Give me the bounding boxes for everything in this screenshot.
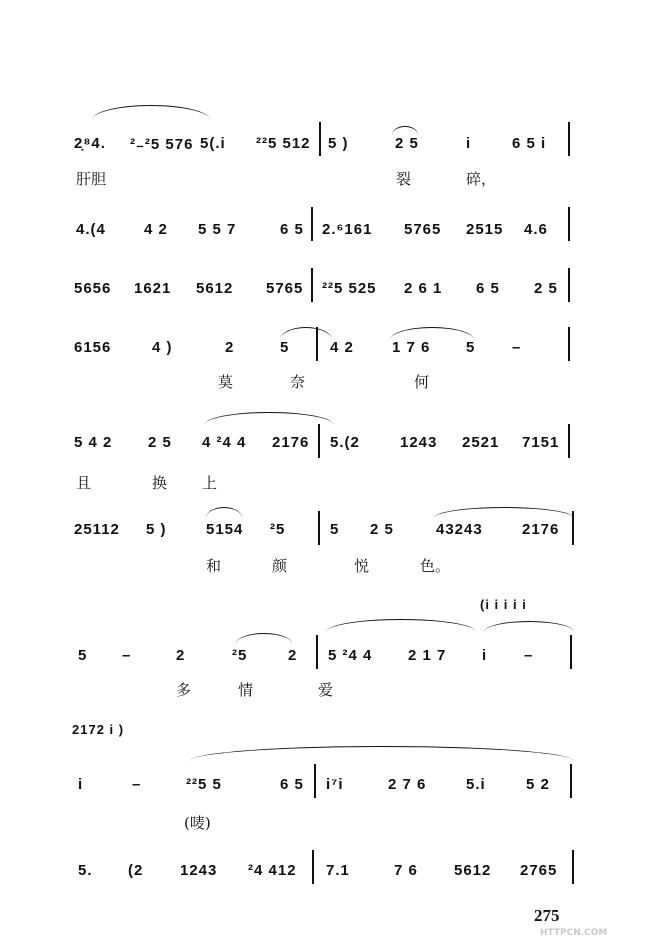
note-group: 5 ²4 4 [328, 647, 373, 664]
bar-line [568, 327, 570, 361]
note-group: 5154 [206, 521, 244, 538]
note-group: 2 6 1 [404, 280, 443, 297]
note-group: 6 5 [280, 221, 304, 238]
lyric: 肝胆 [76, 170, 107, 188]
lyric: 上 [202, 474, 218, 492]
note-group: 4 ²4 4 [202, 434, 247, 451]
note-group: 2 5 [395, 135, 419, 152]
note-group: 5 5 7 [198, 221, 237, 238]
note-group: 2521 [462, 434, 500, 451]
note-group: 4 2 [330, 339, 354, 356]
note-group: 6 5 [476, 280, 500, 297]
lyric: 碎， [466, 170, 497, 188]
note-group: – [524, 647, 534, 664]
note-group: 2176 [522, 521, 560, 538]
bar-line [568, 268, 570, 302]
note-group: i [482, 647, 488, 664]
note-group: ²²5 512 [256, 135, 311, 152]
lyric: 多 [176, 681, 192, 699]
note-group: ²5 [270, 521, 286, 538]
note-group: 6 5 i [512, 135, 547, 152]
note-group: 5612 [454, 862, 492, 879]
bar-line [570, 635, 572, 669]
bar-line [316, 635, 318, 669]
note-group: i [466, 135, 472, 152]
note-group: i⁷i [326, 776, 344, 793]
note-group: 43243 [436, 521, 483, 538]
bar-line [316, 327, 318, 361]
lyric: 且 [76, 474, 92, 492]
bar-line [312, 850, 314, 884]
note-group: 6156 [74, 339, 112, 356]
note-group: 7151 [522, 434, 560, 451]
note-group: ²₋²5 576 [130, 136, 194, 153]
note-group: 2176 [272, 434, 310, 451]
bar-line [311, 207, 313, 241]
lyric: (唛) [184, 814, 211, 832]
bar-line [318, 424, 320, 458]
ossia-notes: 2172 i ) [72, 722, 125, 737]
note-group: i [78, 776, 84, 793]
bar-line [568, 122, 570, 156]
bar-line [311, 268, 313, 302]
note-group: 1243 [400, 434, 438, 451]
note-group: 5765 [404, 221, 442, 238]
note-group: 5 [280, 339, 290, 356]
note-group: (2 [128, 862, 144, 879]
note-group: 2.⁶161 [322, 221, 373, 238]
bar-line [314, 764, 316, 798]
note-group: 2 [225, 339, 235, 356]
note-group: 1621 [134, 280, 172, 297]
note-group: 5 [466, 339, 476, 356]
note-group: 2 [176, 647, 186, 664]
lyric: 何 [414, 373, 430, 391]
note-group: 5. [78, 862, 93, 879]
bar-line [572, 511, 574, 545]
note-group: ²5 [232, 647, 248, 664]
note-group: 5.i [466, 776, 486, 793]
lyric: 悦 [354, 557, 370, 575]
page-number: 275 [534, 906, 560, 925]
bar-line [570, 764, 572, 798]
lyric: 换 [152, 474, 168, 492]
note-group: 5 [78, 647, 88, 664]
bar-line [318, 511, 320, 545]
note-group: 5 2 [526, 776, 550, 793]
note-group: 5 4 2 [74, 434, 113, 451]
bar-line [568, 424, 570, 458]
note-group: 7 6 [394, 862, 418, 879]
note-group: 6 5 [280, 776, 304, 793]
note-group: 5(.i [200, 135, 226, 152]
note-group: 2 5 [370, 521, 394, 538]
note-group: 2 5 [534, 280, 558, 297]
note-group: 5612 [196, 280, 234, 297]
note-group: 5 ) [146, 521, 167, 538]
lyric: 色。 [420, 557, 451, 575]
note-group: 5765 [266, 280, 304, 297]
lyric: 莫 [218, 373, 234, 391]
lyric: 奈 [290, 373, 306, 391]
ossia-notes: (i i i i i [480, 597, 527, 612]
note-group: 2 7 6 [388, 776, 427, 793]
note-group: ²4 412 [248, 862, 297, 879]
note-group: 5 [330, 521, 340, 538]
lyric: 和 [206, 557, 222, 575]
lyric: 爱 [318, 681, 334, 699]
note-group: 5656 [74, 280, 112, 297]
note-group: 4 ) [152, 339, 173, 356]
lyric: 情 [238, 681, 254, 699]
watermark-text: HTTPCN.COM [540, 928, 608, 938]
note-group: 2765 [520, 862, 558, 879]
note-group: 5.(2 [330, 434, 360, 451]
bar-line [319, 122, 321, 156]
bar-line [568, 207, 570, 241]
note-group: 7.1 [326, 862, 350, 879]
note-group: 2 5 [148, 434, 172, 451]
note-group: 2̣⁸4. [74, 135, 106, 152]
note-group: – [512, 339, 522, 356]
note-group: ²²5 5 [186, 776, 222, 793]
note-group: 25112 [74, 521, 120, 538]
note-group: 4.(4 [76, 221, 106, 238]
note-group: 1 7 6 [392, 339, 431, 356]
lyric: 颜 [272, 557, 288, 575]
note-group: 2 [288, 647, 298, 664]
lyric: 裂 [396, 170, 412, 188]
note-group: 2 1 7 [408, 647, 447, 664]
note-group: ²²5 525 [322, 280, 377, 297]
note-group: 4 2 [144, 221, 168, 238]
note-group: 1243 [180, 862, 218, 879]
note-group: – [122, 647, 132, 664]
note-group: – [132, 776, 142, 793]
note-group: 4.6 [524, 221, 548, 238]
note-group: 2515 [466, 221, 504, 238]
note-group: 5 ) [328, 135, 349, 152]
bar-line [572, 850, 574, 884]
